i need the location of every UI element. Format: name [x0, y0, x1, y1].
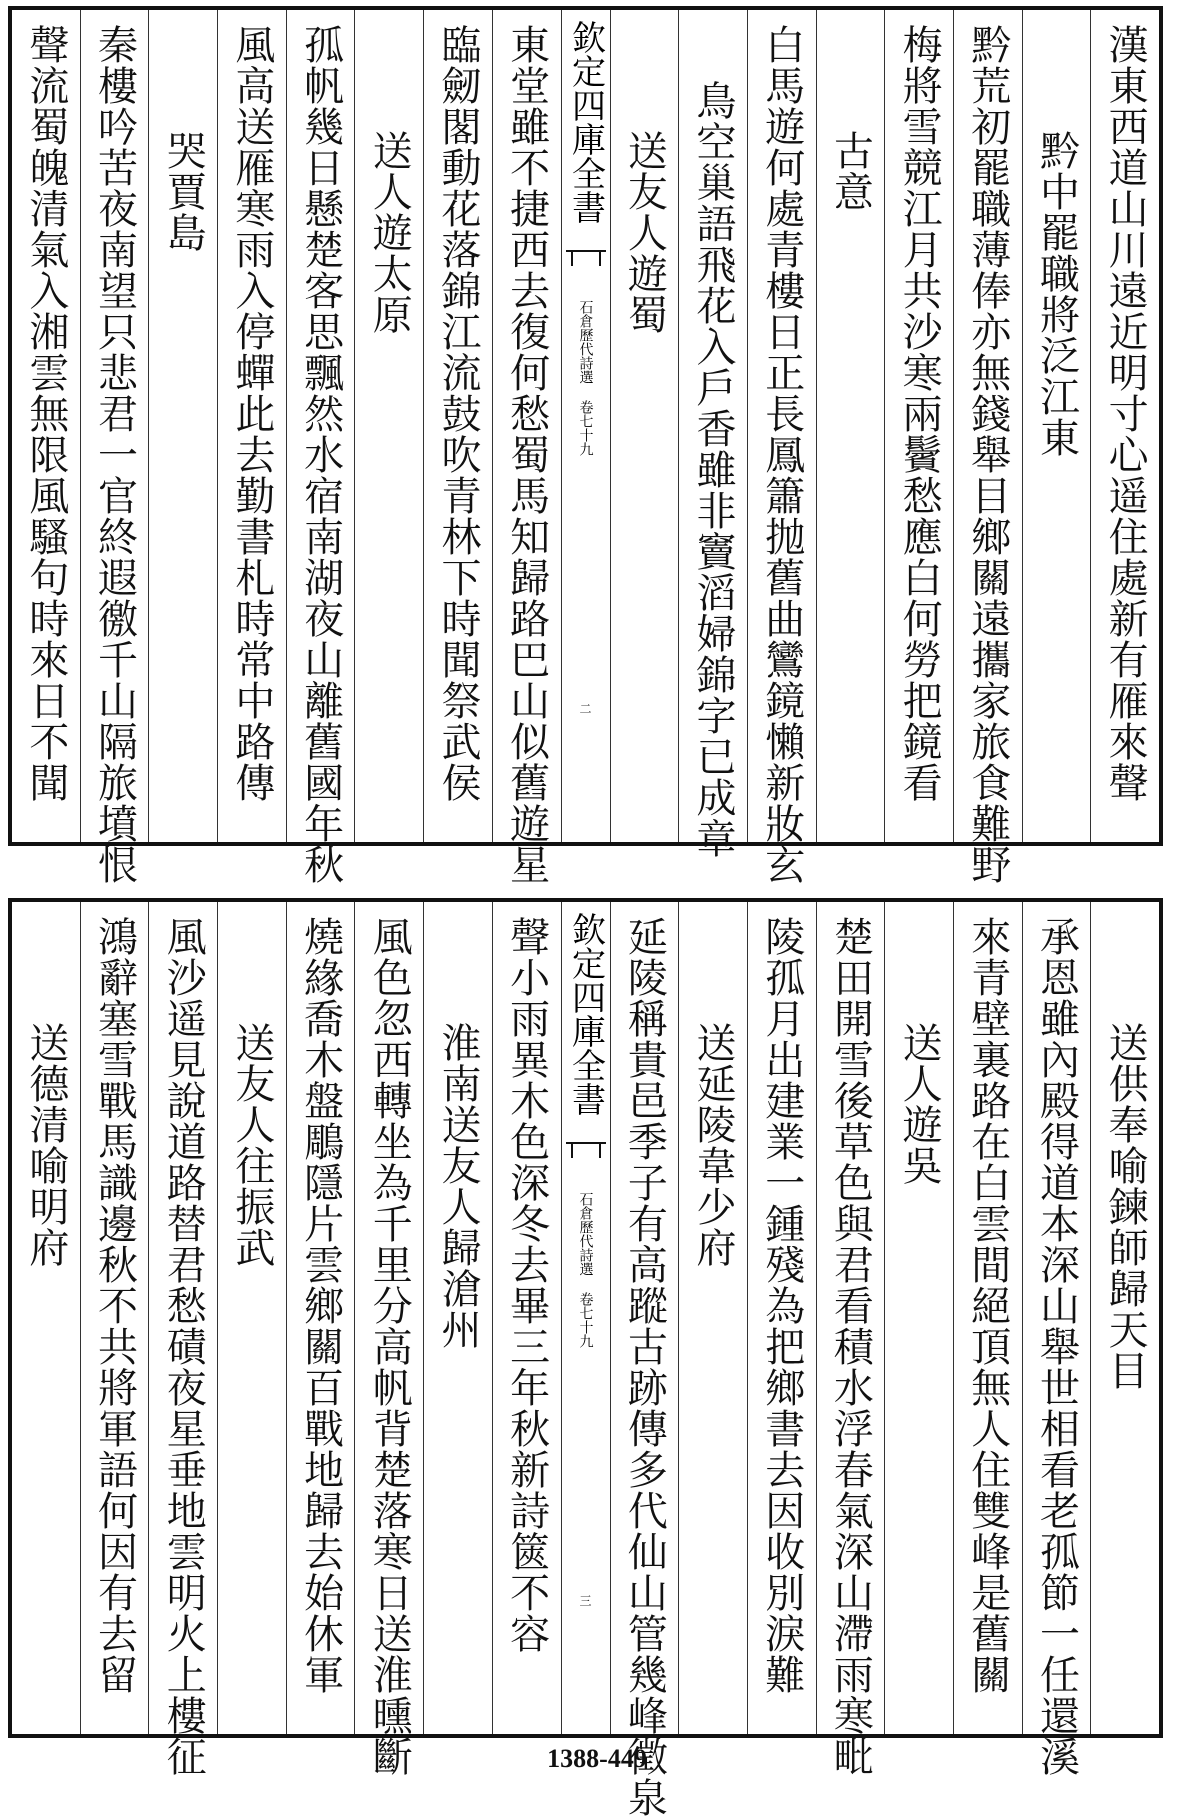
poem-title: 古意	[827, 130, 874, 212]
text-column	[492, 10, 561, 885]
poem-title: 淮南送友人歸滄州	[434, 1022, 481, 1350]
volume-label: 石倉歷代詩選 卷七十九	[577, 300, 594, 456]
text-column	[12, 10, 80, 842]
text-column	[884, 902, 953, 1734]
column-text: 孤帆幾日懸楚客思飄然水宿南湖夜山離舊國年秋	[297, 24, 344, 885]
text-column	[678, 902, 747, 1734]
text-column	[816, 902, 885, 1777]
poem-title: 送供奉喻鍊師歸天目	[1102, 1022, 1149, 1391]
column-text: 燒緣喬木盤鵰隱片雲鄉關百戰地歸去始休軍	[297, 916, 344, 1695]
poem-title: 送延陵韋少府	[690, 1022, 737, 1268]
page-footer-number: 1388-449	[547, 1744, 647, 1773]
text-column	[678, 10, 747, 859]
text-column	[1022, 10, 1091, 842]
column-text: 梅將雪競江月共沙寒兩鬢愁應白何勞把鏡看	[896, 24, 943, 803]
column-text: 白馬遊何處青樓日正長鳳簫抛舊曲鸞鏡懶新妝玄	[758, 24, 805, 885]
page-number: 二	[579, 702, 592, 716]
column-text: 秦樓吟苦夜南望只悲君一官終遐徼千山隔旅墳恨	[91, 24, 138, 885]
column-text: 臨劒閣動花落錦江流鼓吹青林下時聞祭武侯	[434, 24, 481, 803]
poem-title: 送友人往振武	[228, 1022, 275, 1268]
text-column	[423, 10, 492, 842]
column-text: 漢東西道山川遠近明寸心遥住處新有雁來聲	[1102, 24, 1149, 803]
poem-title: 送友人遊蜀	[621, 130, 668, 335]
text-column	[816, 10, 885, 842]
column-text: 來青壁裏路在白雲間絕頂無人住雙峰是舊關	[964, 916, 1011, 1695]
text-column	[884, 10, 953, 842]
text-column	[1022, 902, 1091, 1777]
book-title: 欽定四庫全書	[565, 20, 606, 224]
text-column	[12, 902, 80, 1734]
column-text: 鴻辭塞雪戰馬識邊秋不共將軍語何因有去留	[91, 916, 138, 1695]
text-column	[1090, 902, 1159, 1734]
poem-title: 送人遊太原	[366, 130, 413, 335]
column-text: 黔荒初罷職薄俸亦無錢舉目鄉關遠攜家旅食難野	[964, 24, 1011, 885]
text-column	[217, 902, 286, 1734]
column-text: 楚田開雪後草色與君看積水浮春氣深山滯雨寒毗	[827, 916, 874, 1777]
column-text: 風色忽西轉坐為千里分高帆背楚落寒日送淮曛斷	[366, 916, 413, 1777]
fishtail-mark	[566, 1142, 606, 1174]
text-column	[423, 902, 492, 1734]
column-text: 承恩雖內殿得道本深山舉世相看老孤節一任還溪	[1033, 916, 1080, 1777]
text-column	[354, 902, 423, 1777]
text-column	[148, 902, 217, 1777]
top-page	[8, 6, 1163, 885]
page-number: 三	[579, 1594, 592, 1608]
poem-title: 哭賈島	[160, 130, 207, 253]
column-text: 聲小雨異木色深冬去畢三年秋新詩篋不容	[503, 916, 550, 1654]
column-text: 延陵稱貴邑季子有高蹤古跡傳多代仙山管幾峰徵泉	[621, 916, 668, 1818]
poem-title: 送人遊吳	[896, 1022, 943, 1186]
text-column	[747, 902, 816, 1734]
column-text: 風高送雁寒雨入停蟬此去勤書札時常中路傳	[228, 24, 275, 803]
text-column	[354, 10, 423, 842]
text-column	[953, 10, 1022, 885]
column-text: 鳥空巢語飛花入戶香雖非竇滔婦錦字已成章	[690, 80, 737, 859]
column-text: 陵孤月出建業一鍾殘為把鄉書去因收別淚難	[758, 916, 805, 1695]
center-fold	[561, 902, 610, 1734]
center-fold	[561, 10, 610, 842]
fishtail-mark	[566, 250, 606, 282]
text-column	[286, 10, 355, 885]
text-column	[217, 10, 286, 842]
volume-label: 石倉歷代詩選 卷七十九	[577, 1192, 594, 1348]
text-column	[286, 902, 355, 1734]
text-column	[80, 902, 149, 1734]
text-column	[1090, 10, 1159, 842]
text-column	[953, 902, 1022, 1734]
text-column	[492, 902, 561, 1734]
text-column	[610, 902, 679, 1818]
column-text: 東堂雖不捷西去復何愁蜀馬知歸路巴山似舊遊星	[503, 24, 550, 885]
column-text: 聲流蜀魄清氣入湘雲無限風騷句時來日不聞	[22, 24, 69, 803]
poem-title: 送德清喻明府	[22, 1022, 69, 1268]
poem-title: 黔中罷職將泛江東	[1033, 130, 1080, 458]
column-text: 風沙遥見說道路替君愁磧夜星垂地雲明火上樓征	[160, 916, 207, 1777]
text-column	[148, 10, 217, 842]
text-column	[80, 10, 149, 885]
book-title: 欽定四庫全書	[565, 912, 606, 1116]
text-column	[610, 10, 679, 842]
text-column	[747, 10, 816, 885]
